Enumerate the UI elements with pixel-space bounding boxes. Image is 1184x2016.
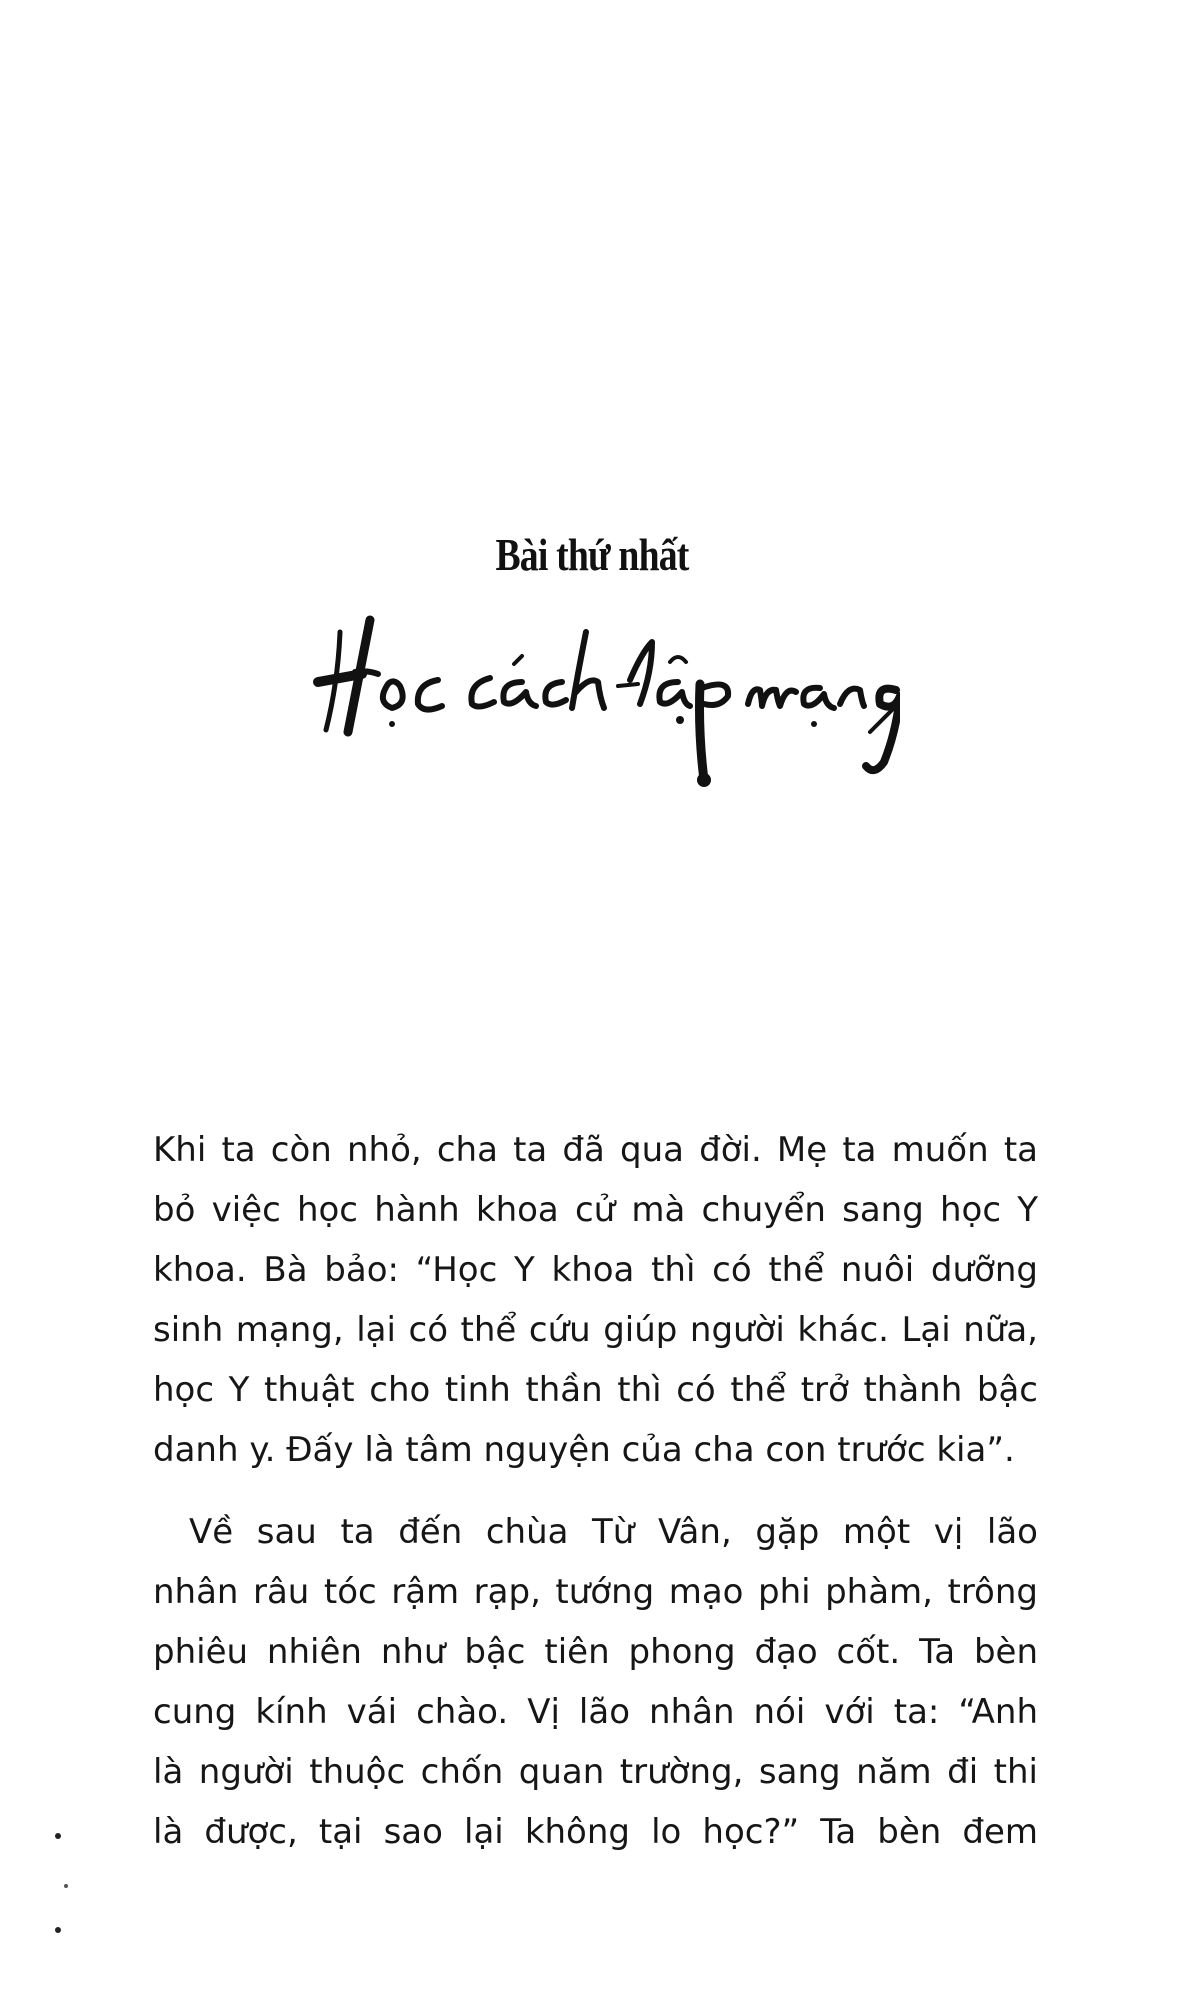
text-line: danh y. Đấy là tâm nguyện của cha con trước kia”. [153,1430,1015,1470]
text-line: khoa. Bà bảo: “Học Y khoa thì có thể nuôi dưỡng [153,1250,1038,1290]
text-line: Khi ta còn nhỏ, cha ta đã qua đời. Mẹ ta muốn ta [153,1130,1038,1170]
text-line: học Y thuật cho tinh thần thì có thể trở thành bậc [153,1370,1038,1410]
paragraph-gap [153,1480,1038,1502]
scan-dots-graphic [48,1830,78,1970]
chapter-label: Bài thứ nhất [495,529,689,580]
text-line: là người thuộc chốn quan trường, sang năm đi thi [153,1752,1038,1792]
paragraph-2 [153,1502,1038,1862]
paragraph-1 [153,1120,1038,1480]
text-line: bỏ việc học hành khoa cử mà chuyển sang học Y [153,1190,1038,1230]
body-text [153,1120,1038,1862]
scan-marks [48,1830,78,1970]
text-line: cung kính vái chào. Vị lão nhân nói với ta: “Anh [153,1692,1038,1732]
text-line: phiêu nhiên như bậc tiên phong đạo cốt. Ta bèn [153,1632,1038,1672]
chapter-title-calligraphy [300,612,900,792]
text-line: Về sau ta đến chùa Từ Vân, gặp một vị lão [189,1512,1038,1552]
text-line: sinh mạng, lại có thể cứu giúp người khác. Lại nữa, [153,1310,1038,1350]
calligraphy-title-graphic [300,612,900,792]
text-line: nhân râu tóc rậm rạp, tướng mạo phi phàm, trông [153,1572,1038,1612]
text-line: là được, tại sao lại không lo học?” Ta bèn đem [153,1812,1038,1852]
